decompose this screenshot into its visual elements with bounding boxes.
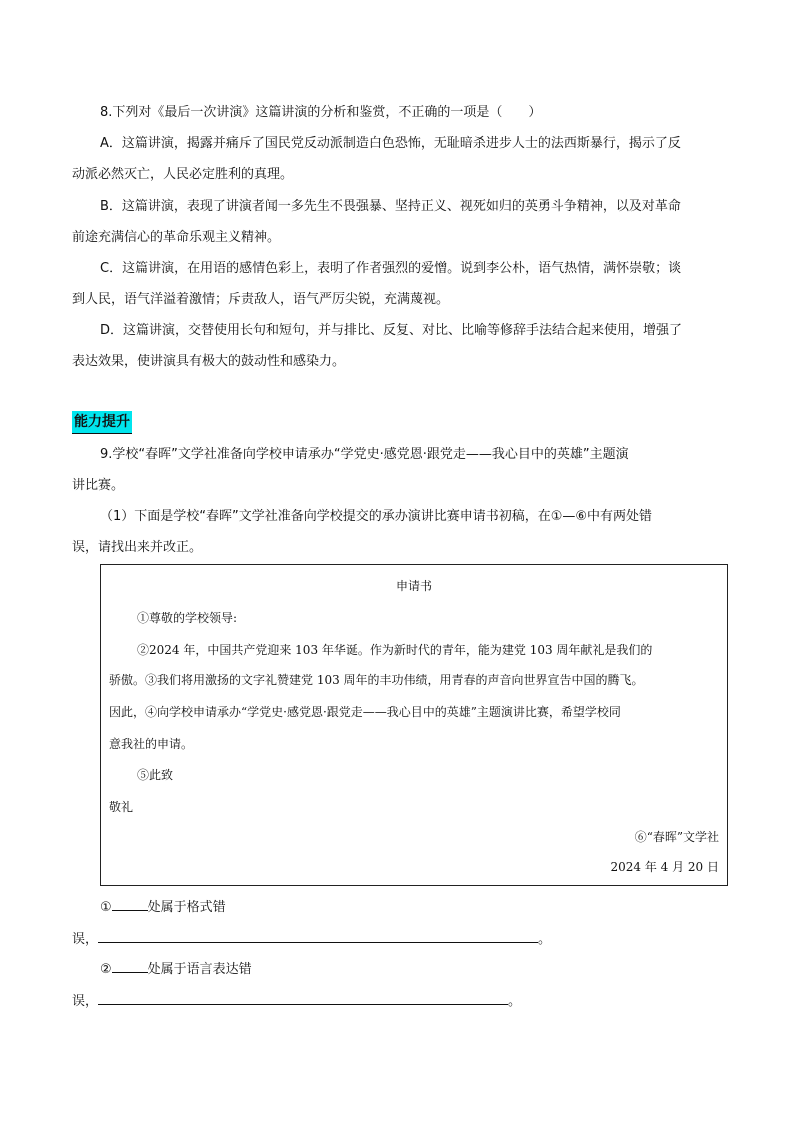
letter-closing-line1: ⑤此致	[137, 768, 174, 782]
answer1-line2-prefix: 误，	[72, 932, 99, 947]
answer2-correction-blank[interactable]	[98, 990, 508, 1005]
letter-body-line2: 骄傲。③我们将用激扬的文字礼赞建党 103 周年的丰功伟绩，用青春的声音向世界宣告中国的腾飞。	[109, 673, 644, 687]
answer1-number-blank[interactable]	[112, 896, 148, 911]
q9-sub1-line1: （1）下面是学校“春晖”文学社准备向学校提交的承办演讲比赛申请书初稿，在①—⑥中有两处错	[100, 509, 653, 524]
letter-body-line3: 因此，④向学校申请承办“学党史·感党恩·跟党走——我心目中的英雄”主题演讲比赛，希望学校同	[109, 705, 621, 719]
letter-signature: ⑥“春晖”文学社	[634, 830, 719, 844]
answer1-label: 处属于格式错	[147, 900, 226, 915]
letter-salutation: ①尊敬的学校领导:	[137, 611, 238, 625]
q8-option-d-line2: 表达效果，使讲演具有极大的鼓动性和感染力。	[72, 354, 346, 369]
answer1-line2	[72, 928, 722, 950]
letter-closing-line2: 敬礼	[109, 800, 134, 814]
answer2-label: 处属于语言表达错	[147, 962, 252, 977]
q8-option-a-line1: A．这篇讲演，揭露并痛斥了国民党反动派制造白色恐怖，无耻暗杀进步人士的法西斯暴行，揭示了反	[100, 136, 681, 151]
q9-stem-line1: 9.学校“春晖”文学社准备向学校申请承办“学党史·感党恩·跟党走——我心目中的英雄”主题演	[100, 447, 629, 462]
answer1-line1	[100, 896, 750, 918]
application-letter	[100, 564, 728, 886]
answer2-line2	[72, 990, 722, 1012]
answer2-line2-prefix: 误，	[72, 994, 99, 1009]
q9-sub1-line2: 误，请找出来并改正。	[72, 540, 203, 555]
q8-option-b-line2: 前途充满信心的革命乐观主义精神。	[72, 230, 281, 245]
answer1-correction-blank[interactable]	[98, 928, 538, 943]
q8-option-d-line1: D．这篇讲演，交替使用长句和短句，并与排比、反复、对比、比喻等修辞手法结合起来使用，增强了	[100, 323, 683, 338]
letter-title: 申请书	[395, 579, 432, 593]
answer2-number-blank[interactable]	[112, 958, 148, 973]
q9-stem-line2: 讲比赛。	[72, 478, 125, 493]
q8-option-b-line1: B．这篇讲演，表现了讲演者闻一多先生不畏强暴、坚持正义、视死如归的英勇斗争精神，以及对革命	[100, 199, 681, 214]
answer2-line1	[100, 958, 750, 980]
answer1-end-mark: 。	[538, 932, 552, 947]
q8-option-c-line2: 到人民，语气洋溢着激情；斥责敌人，语气严厉尖锐，充满蔑视。	[72, 292, 450, 307]
letter-body-line1: ②2024 年，中国共产党迎来 103 年华诞。作为新时代的青年，能为建党 103 周年献礼是我们的	[137, 643, 653, 657]
q8-option-c-line1: C．这篇讲演，在用语的感情色彩上，表明了作者强烈的爱憎。说到李公朴，语气热情，满怀崇敬；谈	[100, 261, 682, 276]
letter-body-line4: 意我社的申请。	[109, 737, 194, 751]
q8-option-a-line2: 动派必然灭亡，人民必定胜利的真理。	[72, 167, 294, 182]
answer2-prefix: ②	[100, 962, 112, 977]
answer1-prefix: ①	[100, 900, 112, 915]
answer2-end-mark: 。	[508, 994, 522, 1009]
letter-date: 2024 年 4 月 20 日	[610, 860, 719, 874]
section-label-ability: 能力提升	[72, 411, 132, 434]
q8-stem: 8.下列对《最后一次讲演》这篇讲演的分析和鉴赏，不正确的一项是（ ）	[100, 105, 542, 120]
